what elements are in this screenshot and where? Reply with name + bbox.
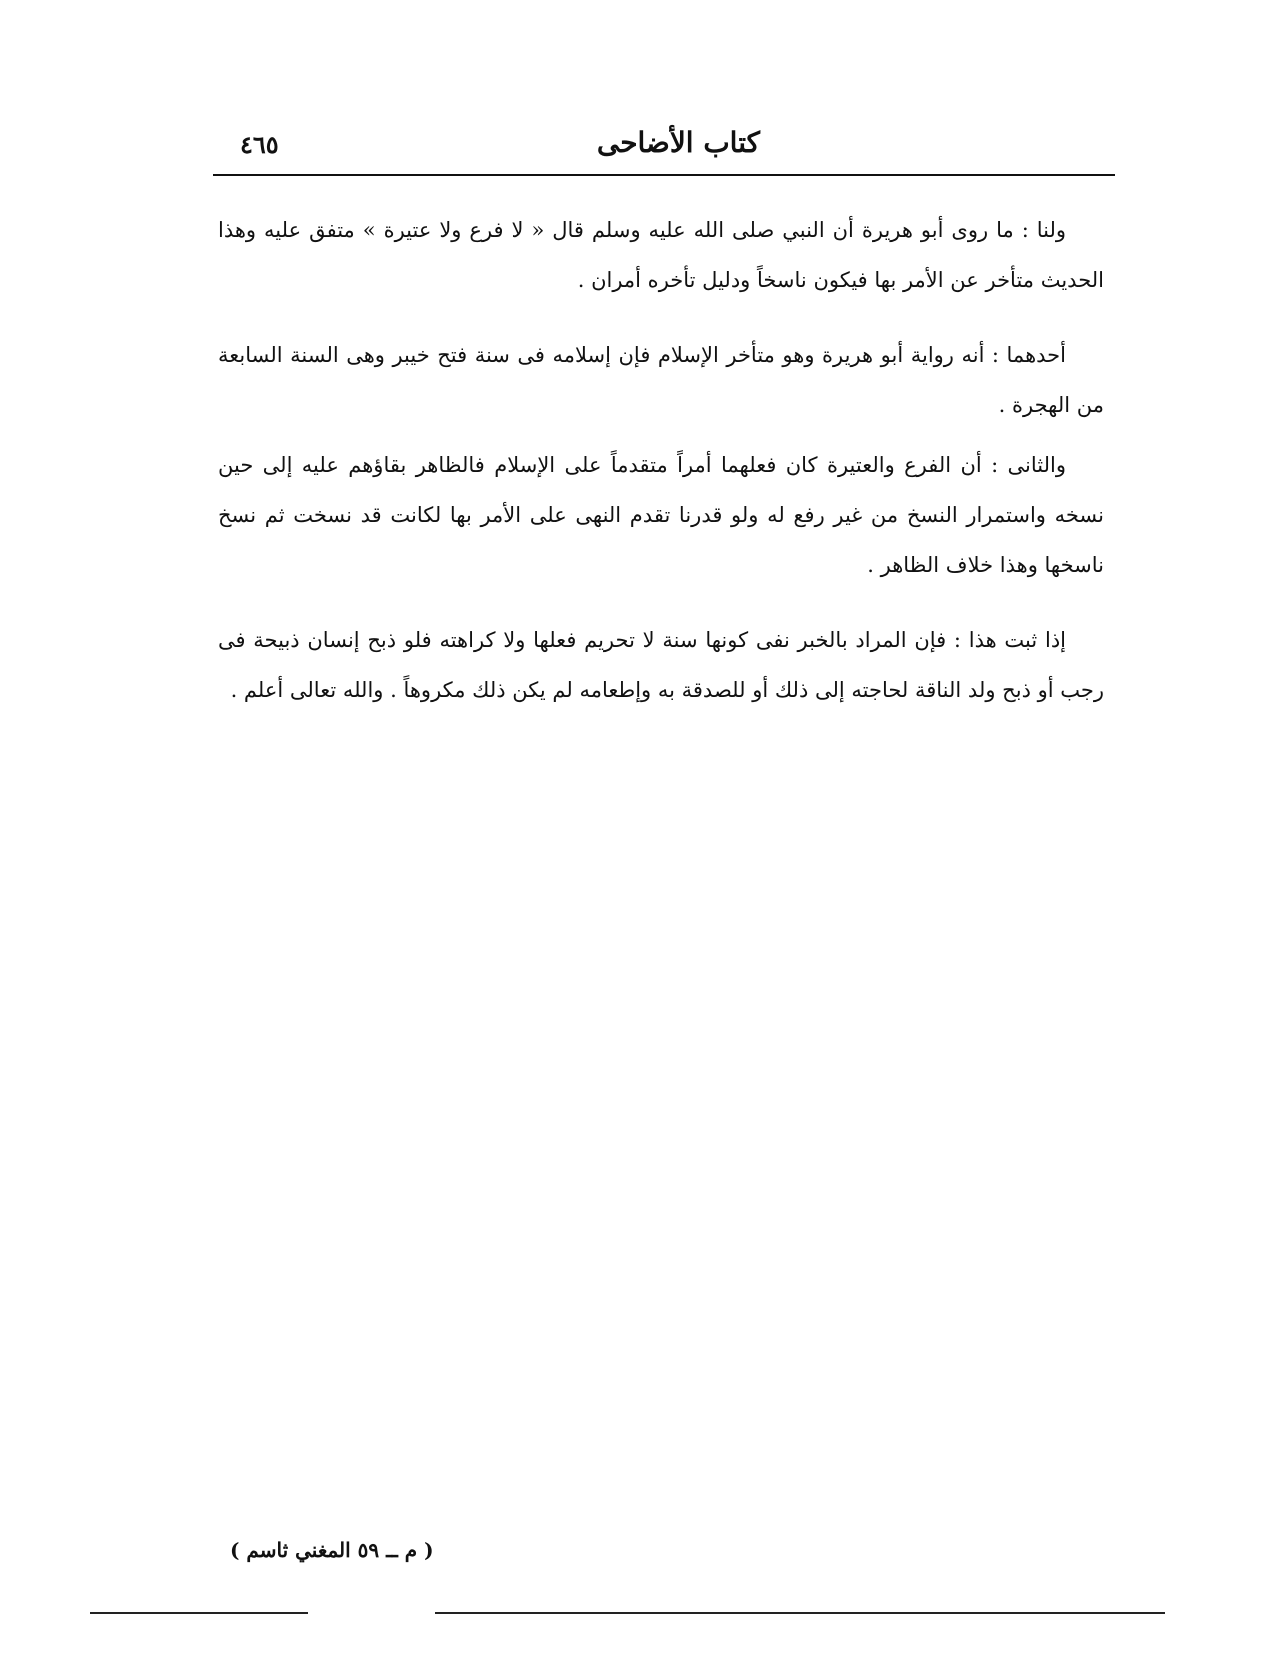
paragraph-3: والثانى : أن الفرع والعتيرة كان فعلهما أمراً متقدماً على الإسلام فالظاهر بقاؤهم عليه إلى حين نسخه واستمرار النسخ من غير رفع له ولو قدرنا تقدم النهى على الأمر بها لكانت قد نسخت ثم نسخ ناسخها وهذا خلاف الظاهر . <box>218 453 1104 577</box>
running-title: كتاب الأضاحى <box>596 126 760 159</box>
header-rule <box>213 174 1115 176</box>
footer-rule-left <box>90 1612 308 1614</box>
footer-reference: ( م ــ ٥٩ المغني ثاسم ) <box>230 1538 434 1562</box>
paragraph-2: أحدهما : أنه رواية أبو هريرة وهو متأخر الإسلام فإن إسلامه فى سنة فتح خيبر وهى السنة السابعة من الهجرة . <box>218 343 1104 417</box>
footer-rule-right <box>435 1612 1165 1614</box>
main-text <box>218 205 1104 740</box>
paragraph-1: ولنا : ما روى أبو هريرة أن النبي صلى الله عليه وسلم قال « لا فرع ولا عتيرة » متفق عليه وهذا الحديث متأخر عن الأمر بها فيكون ناسخاً ودليل تأخره أمران . <box>218 218 1104 292</box>
paragraph-4: إذا ثبت هذا : فإن المراد بالخبر نفى كونها سنة لا تحريم فعلها ولا كراهته فلو ذبح إنسان ذبيحة فى رجب أو ذبح ولد الناقة لحاجته إلى ذلك أو للصدقة به وإطعامه لم يكن ذلك مكروهاً . والله تعالى أعلم . <box>218 628 1104 702</box>
page-number: ٤٦٥ <box>240 130 279 159</box>
page-header <box>210 120 1115 170</box>
